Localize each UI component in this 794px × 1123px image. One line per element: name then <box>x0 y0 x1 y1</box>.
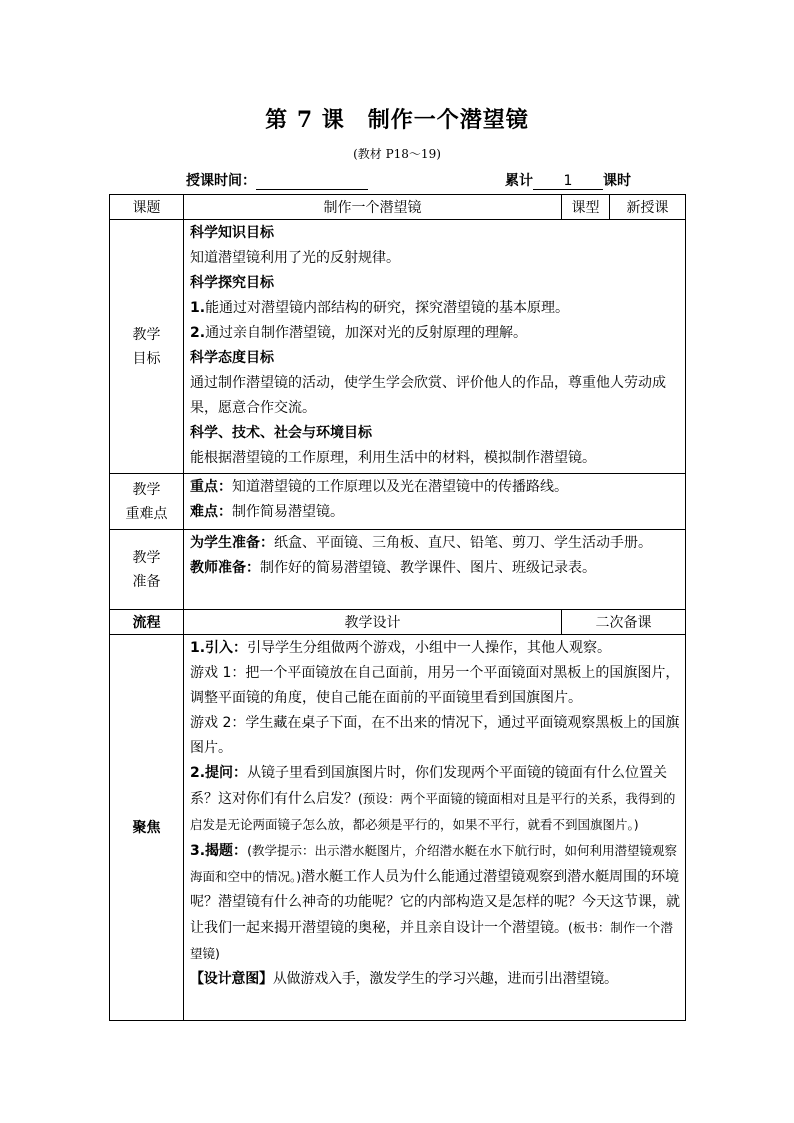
lesson-plan-table <box>109 194 686 1021</box>
key-text: 知道潜望镜的工作原理以及光在潜望镜中的传播路线。 <box>232 479 568 495</box>
design-intent <box>190 967 680 992</box>
student-prep-text: 纸盒、平面镜、三角板、直尺、铅笔、剪刀、学生活动手册。 <box>274 535 652 551</box>
teach-time-label: 授课时间： <box>186 173 256 189</box>
difficult-point <box>190 500 680 525</box>
goals-label-line2: 目标 <box>132 350 161 367</box>
question-text: 从镜子里看到国旗图片时，你们发现两个平面镜的镜面有什么位置关系？这对你们有什么启发？ <box>190 765 668 807</box>
goals-row <box>110 220 686 474</box>
keypoints-label <box>110 474 184 530</box>
design-label: 教学设计 <box>184 610 562 635</box>
knowledge-heading: 科学知识目标 <box>190 225 274 241</box>
prep-content <box>184 530 686 610</box>
process-header-row <box>110 610 686 635</box>
keypoints-label-line1: 教学 <box>132 481 161 498</box>
teach-time-row <box>186 170 368 190</box>
sts-heading: 科学、技术、社会与环境目标 <box>190 425 372 441</box>
reveal-board: (板书：制作一个潜望镜) <box>190 920 673 961</box>
inquiry-1-text: 能通过对潜望镜内部结构的研究，探究潜望镜的基本原理。 <box>205 300 570 316</box>
cumulative-value: 1 <box>533 173 603 190</box>
question-note: (预设：两个平面镜的镜面相对且是平行的关系，我得到的启发是无论两面镜子怎么放，都必须是平行的，如果不平行，就看不到国旗图片。) <box>190 791 676 832</box>
prep-label <box>110 530 184 610</box>
prep-row <box>110 530 686 610</box>
inquiry-item-1 <box>190 296 680 321</box>
lesson-title: 第 7 课 制作一个潜望镜 <box>265 107 529 133</box>
focus-content <box>184 635 686 1021</box>
keypoints-label-line2: 重难点 <box>125 505 168 522</box>
flow-label: 流程 <box>110 610 184 635</box>
inquiry-2-num: 2. <box>190 325 206 341</box>
key-point <box>190 475 680 500</box>
teacher-prep-label: 教师准备： <box>190 560 260 576</box>
period-label: 课时 <box>603 173 631 189</box>
design-intent-text: 从做游戏入手，激发学生的学习兴趣，进而引出潜望镜。 <box>272 971 618 987</box>
game2-text: 游戏 2：学生藏在桌子下面，在不出来的情况下，通过平面镜观察黑板上的国旗图片。 <box>190 715 680 756</box>
knowledge-text: 知道潜望镜利用了光的反射规律。 <box>190 250 400 266</box>
sts-text: 能根据潜望镜的工作原理，利用生活中的材料，模拟制作潜望镜。 <box>190 450 596 466</box>
intro-num: 1.引入： <box>190 640 248 656</box>
attitude-text: 通过制作潜望镜的活动，使学生学会欣赏、评价他人的作品，尊重他人劳动成果，愿意合作交流。 <box>190 375 666 416</box>
inquiry-item-2 <box>190 321 680 346</box>
cumulative-row <box>505 170 631 190</box>
teacher-prep-text: 制作好的简易潜望镜、教学课件、图片、班级记录表。 <box>260 560 596 576</box>
type-label: 课型 <box>562 195 610 220</box>
student-prep-label: 为学生准备： <box>190 535 274 551</box>
topic-value: 制作一个潜望镜 <box>184 195 562 220</box>
difficult-text: 制作简易潜望镜。 <box>232 504 344 520</box>
keypoints-row <box>110 474 686 530</box>
focus-row <box>110 635 686 1021</box>
student-prep <box>190 531 680 556</box>
reveal-num: 3.揭题： <box>190 843 248 859</box>
goals-label <box>110 220 184 474</box>
keypoints-content <box>184 474 686 530</box>
focus-label: 聚焦 <box>110 635 184 1021</box>
intro-paragraph <box>190 636 680 661</box>
teach-time-blank <box>256 173 368 190</box>
topic-label: 课题 <box>110 195 184 220</box>
prep-label-line2: 准备 <box>132 573 161 590</box>
topic-row <box>110 195 686 220</box>
attitude-heading: 科学态度目标 <box>190 350 274 366</box>
textbook-pages: (教材 P18～19) <box>353 147 441 161</box>
reveal-note: (教学提示：出示潜水艇图片，介绍潜水艇在水下航行时，如何利用潜望镜观察海面和空中的情况。) <box>190 843 677 884</box>
key-label: 重点： <box>190 479 232 495</box>
goals-label-line1: 教学 <box>132 326 161 343</box>
inquiry-heading: 科学探究目标 <box>190 275 274 291</box>
reveal-text: 潜水艇工作人员为什么能通过潜望镜观察到潜水艇周围的环境呢？潜望镜有什么神奇的功能呢？它的内部构造又是怎样的呢？今天这节课，就让我们一起来揭开潜望镜的奥秘，并且亲自设计一个潜望镜。 <box>190 869 680 936</box>
second-prep-label: 二次备课 <box>562 610 686 635</box>
prep-label-line1: 教学 <box>132 549 161 566</box>
design-intent-label: 【设计意图】 <box>190 971 273 987</box>
question-paragraph <box>190 761 680 838</box>
teacher-prep <box>190 556 680 581</box>
difficult-label: 难点： <box>190 504 232 520</box>
cumulative-label: 累计 <box>505 173 533 189</box>
type-value: 新授课 <box>610 195 686 220</box>
inquiry-2-text: 通过亲自制作潜望镜，加深对光的反射原理的理解。 <box>205 325 528 341</box>
reveal-paragraph <box>190 838 680 967</box>
inquiry-1-num: 1. <box>190 300 206 316</box>
game1-text: 游戏 1：把一个平面镜放在自己面前，用另一个平面镜面对黑板上的国旗图片，调整平面镜的角度，使自己能在面前的平面镜里看到国旗图片。 <box>190 665 680 706</box>
question-num: 2.提问： <box>190 765 248 781</box>
goals-content <box>184 220 686 474</box>
intro-text: 引导学生分组做两个游戏，小组中一人操作，其他人观察。 <box>247 640 612 656</box>
